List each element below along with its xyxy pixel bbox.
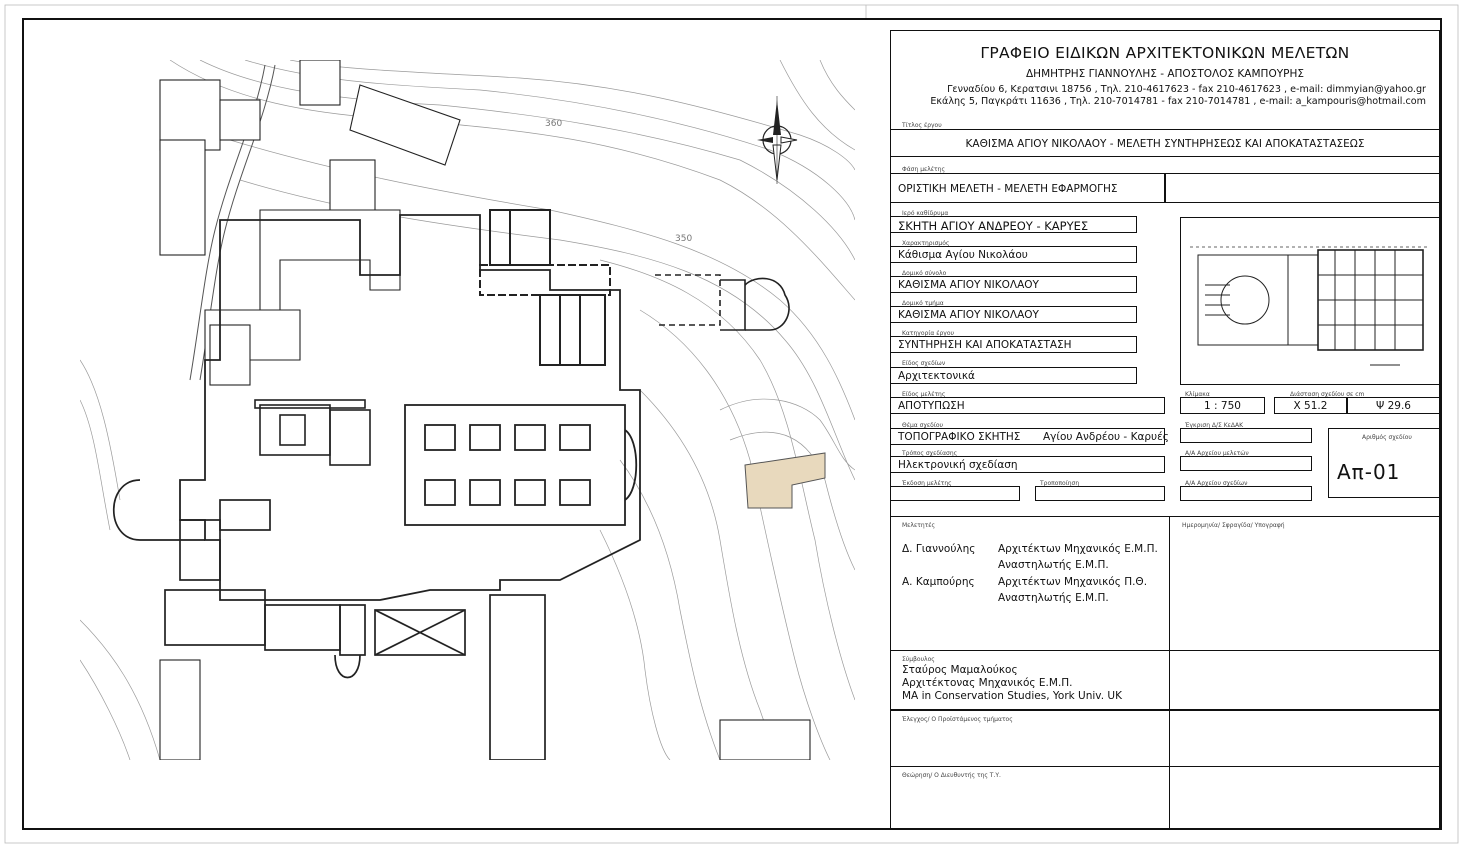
key-plan-thumbnail [1190, 235, 1430, 375]
designer1-role1: Αρχιτέκτων Μηχανικός Ε.Μ.Π. [998, 543, 1158, 555]
advisor-role1: Αρχιτέκτονας Μηχανικός Ε.Μ.Π. [902, 677, 1073, 689]
partners-line: ΔΗΜΗΤΡΗΣ ΓΙΑΝΝΟΥΛΗΣ - ΑΠΟΣΤΟΛΟΣ ΚΑΜΠΟΥΡΗΣ [1026, 68, 1304, 80]
advisor-role2: MA in Conservation Studies, York Univ. UK [902, 690, 1122, 702]
archive-study-box [1180, 456, 1312, 471]
date-stamp-label: Ημερομηνία/ Σφραγίδα/ Υπογραφή [1182, 522, 1285, 529]
monastery: ΣΚΗΤΗ ΑΓΙΟΥ ΑΝΔΡΕΟΥ - ΚΑΡΥΕΣ [898, 219, 1089, 233]
scale: 1 : 750 [1204, 400, 1241, 412]
phase-box-right [1165, 173, 1440, 203]
designer2-name: Α. Καμπούρης [902, 576, 975, 588]
monastery-label: Ιερό καθίδρυμα [902, 210, 949, 217]
drawing-type-label: Είδος σχεδίων [902, 360, 946, 367]
character-label: Χαρακτηρισμός [902, 240, 950, 247]
designer1-role2: Αναστηλωτής Ε.Μ.Π. [998, 559, 1109, 571]
designer2-role1: Αρχιτέκτων Μηχανικός Π.Θ. [998, 576, 1148, 588]
approval-box [1180, 428, 1312, 443]
dim-y: Ψ 29.6 [1376, 400, 1411, 412]
advisor-name: Σταύρος Μαμαλούκος [902, 664, 1018, 676]
method: Ηλεκτρονική σχεδίαση [898, 459, 1018, 471]
contour-label-360: 360 [545, 119, 563, 129]
section-label: Δομικό τμήμα [902, 300, 944, 307]
complex: ΚΑΘΙΣΜΑ ΑΓΙΟΥ ΝΙΚΟΛΑΟΥ [898, 279, 1039, 291]
highlighted-plot [745, 453, 825, 508]
title-block [890, 30, 1440, 830]
method-label: Τρόπος σχεδίασης [902, 450, 958, 457]
category-label: Κατηγορία έργου [902, 330, 954, 337]
dim-x: Χ 51.2 [1293, 400, 1328, 412]
monastery-outline [180, 215, 640, 600]
project-title-label: Τίτλος έργου [902, 122, 942, 129]
archive-drawing-box [1180, 486, 1312, 501]
drawing-number-label: Αριθμός σχεδίου [1362, 434, 1412, 441]
approval-label: Έγκριση Δ/Σ ΚεΔΑΚ [1185, 422, 1244, 429]
chapel-east [655, 275, 789, 330]
designers-label: Μελετητές [902, 522, 936, 529]
advisor-label: Σύμβουλος [902, 656, 935, 663]
archive-study-label: Α/Α Αρχείου μελετών [1185, 450, 1249, 457]
subject-main: ΤΟΠΟΓΡΑΦΙΚΟ ΣΚΗΤΗΣ [898, 431, 1021, 443]
complex-label: Δομικό σύνολο [902, 270, 947, 277]
building-outlines [160, 60, 810, 760]
office-name: ΓΡΑΦΕΙΟ ΕΙΔΙΚΩΝ ΑΡΧΙΤΕΚΤΟΝΙΚΩΝ ΜΕΛΕΤΩΝ [980, 44, 1350, 62]
courtyard-building [255, 400, 370, 465]
address-line-2: Εκάλης 5, Παγκράτι 11636 , Τηλ. 210-7014781 - fax 210-7014781 , e-mail: a_kampouris@hotmail.com [930, 96, 1426, 107]
approve-label: Θεώρηση/ Ο Διευθυντής της Τ.Υ. [902, 772, 1001, 779]
project-title: ΚΑΘΙΣΜΑ ΑΓΙΟΥ ΝΙΚΟΛΑΟΥ - ΜΕΛΕΤΗ ΣΥΝΤΗΡΗΣΕΩΣ ΚΑΙ ΑΠΟΚΑΤΑΣΤΑΣΕΩΣ [965, 138, 1365, 150]
scale-label: Κλίμακα [1185, 391, 1210, 398]
modification-label: Τροποποίηση [1040, 480, 1080, 487]
edition-label: Έκδοση μελέτης [902, 480, 952, 487]
contour-label-350: 350 [675, 234, 693, 244]
study-type: ΑΠΟΤΥΠΩΣΗ [898, 400, 965, 412]
designer1-name: Δ. Γιαννούλης [902, 543, 976, 555]
drawing-number: Απ-01 [1337, 460, 1401, 484]
category: ΣΥΝΤΗΡΗΣΗ ΚΑΙ ΑΠΟΚΑΤΑΣΤΑΣΗ [898, 339, 1072, 351]
archive-drawing-label: Α/Α Αρχείου σχεδίων [1185, 480, 1248, 487]
upper-wing [480, 210, 610, 365]
character: Κάθισμα Αγίου Νικολάου [898, 249, 1028, 261]
katholikon [405, 405, 636, 525]
study-type-label: Είδος μελέτης [902, 391, 946, 398]
edition-box [890, 486, 1020, 501]
subject-label: Θέμα σχεδίου [902, 422, 944, 429]
subject-sub: Αγίου Ανδρέου - Καρυές [1043, 431, 1169, 443]
address-line-1: Γενναδίου 6, Κερατσινι 18756 , Τηλ. 210-4617623 - fax 210-4617623 , e-mail: dimmyian@yahoo.gr [947, 84, 1426, 95]
site-plan-drawing [80, 60, 855, 760]
section: ΚΑΘΙΣΜΑ ΑΓΙΟΥ ΝΙΚΟΛΑΟΥ [898, 309, 1039, 321]
check-label: Έλεγχος/ Ο Προϊστάμενος τμήματος [902, 716, 1013, 723]
drawing-type: Αρχιτεκτονικά [898, 370, 975, 382]
north-arrow-icon [757, 96, 797, 184]
phase: ΟΡΙΣΤΙΚΗ ΜΕΛΕΤΗ - ΜΕΛΕΤΗ ΕΦΑΡΜΟΓΗΣ [898, 183, 1118, 195]
phase-label: Φάση μελέτης [902, 166, 945, 173]
designer2-role2: Αναστηλωτής Ε.Μ.Π. [998, 592, 1109, 604]
dims-label: Διάσταση σχεδίου σε cm [1290, 391, 1365, 398]
modification-box [1035, 486, 1165, 501]
